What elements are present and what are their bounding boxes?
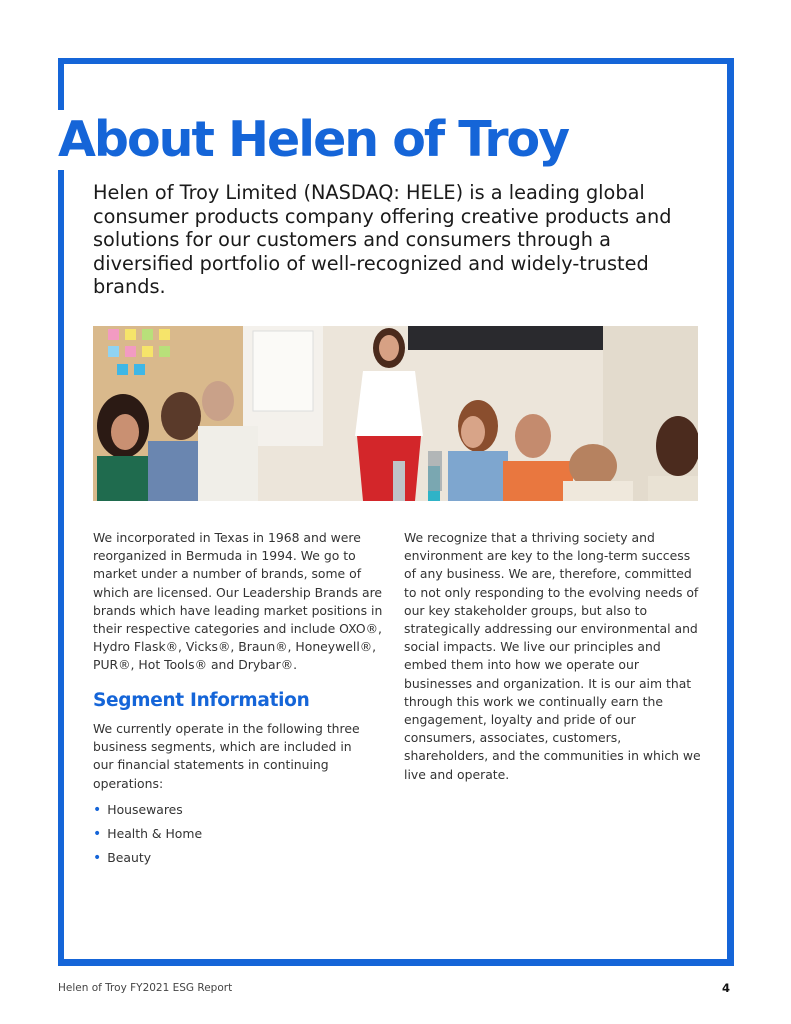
footer-report-name: Helen of Troy FY2021 ESG Report — [58, 982, 233, 994]
list-item: • Beauty — [93, 850, 152, 866]
segment-heading: Segment Information — [93, 690, 310, 711]
bullet-icon: • — [93, 850, 102, 866]
frame-left-border-top — [58, 58, 64, 110]
company-history-paragraph: We incorporated in Texas in 1968 and were reorganized in Bermuda in 1994. We go to market under a number of brands, some of which are licensed. Our Leadership Brands are brands which have leading market positions in their respective categories and include OXO®, Hydro Flask®, Vicks®, Braun®, Honeywell®, PUR®, Hot Tools® and Drybar®. — [93, 530, 383, 673]
page-title: About Helen of Troy — [58, 111, 569, 168]
bullet-icon: • — [93, 826, 102, 842]
team-meeting-photo — [93, 326, 698, 501]
frame-bottom-border — [58, 959, 734, 966]
segment-description: We currently operate in the following three business segments, which are included in our financial statements in continuing operations: — [93, 721, 360, 791]
page-number: 4 — [722, 981, 731, 995]
frame-left-border-bottom — [58, 170, 64, 966]
frame-top-border — [58, 58, 734, 64]
list-item: • Health & Home — [93, 826, 203, 842]
photo-illustration — [93, 326, 698, 501]
bullet-icon: • — [93, 802, 102, 818]
intro-paragraph: Helen of Troy Limited (NASDAQ: HELE) is a leading global consumer products company offering creative products and solutions for our customers and consumers through a diversified portfolio of well-recognized and widely-trusted brands. — [93, 181, 672, 298]
segment-list — [93, 798, 202, 870]
frame-right-border — [727, 58, 734, 966]
sustainability-paragraph: We recognize that a thriving society and environment are key to the long-term success of any business. We are, therefore, committed to not only responding to the evolving needs of our key stakeholder groups, but also to strategically addressing our environmental and social impacts. We live our principles and embed them into how we operate our businesses and organization. It is our aim that through this work we continually earn the engagement, loyalty and pride of our consumers, associates, customers, shareholders, and the communities in which we live and operate. — [404, 530, 701, 782]
list-item: • Housewares — [93, 802, 183, 818]
